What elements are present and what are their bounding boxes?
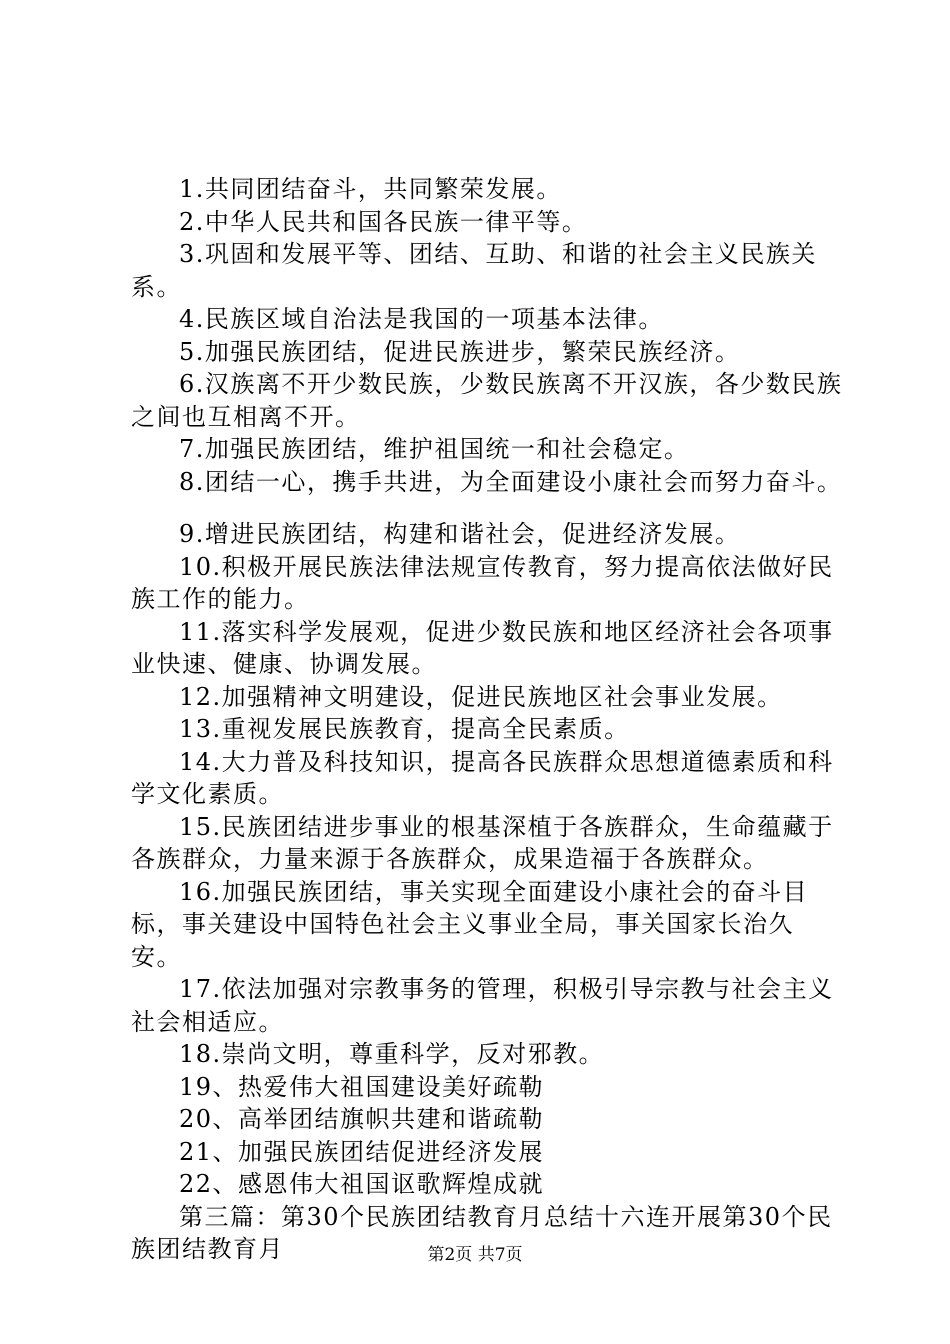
slogan-item-15: 15.民族团结进步事业的根基深植于各族群众，生命蕴藏于各族群众，力量来源于各族群众，成果造福于各族群众。	[131, 812, 834, 873]
slogan-item-12: 12.加强精神文明建设，促进民族地区社会事业发展。	[179, 682, 783, 711]
slogan-item-6: 6.汉族离不开少数民族，少数民族离不开汉族，各少数民族之间也互相离不开。	[131, 370, 843, 431]
slogan-item-17: 17.依法加强对宗教事务的管理，积极引导宗教与社会主义社会相适应。	[131, 975, 834, 1036]
slogan-item-11: 11.落实科学发展观，促进少数民族和地区经济社会各项事业快速、健康、协调发展。	[131, 617, 834, 678]
slogan-item-9: 9.增进民族团结，构建和谐社会，促进经济发展。	[179, 520, 741, 548]
slogan-item-1: 1.共同团结奋斗，共同繁荣发展。	[179, 175, 562, 203]
slogan-item-8: 8.团结一心，携手共进，为全面建设小康社会而努力奋斗。	[179, 467, 843, 496]
slogan-item-10: 10.积极开展民族法律法规宣传教育，努力提高依法做好民族工作的能力。	[131, 552, 834, 613]
slogan-item-18: 18.崇尚文明，尊重科学，反对邪教。	[179, 1040, 605, 1068]
slogan-item-21: 21、加强民族团结促进经济发展	[179, 1137, 545, 1166]
section-heading: 第三篇：第30个民族团结教育月总结十六连开展第30个民族团结教育月	[131, 1202, 833, 1263]
slogan-item-13: 13.重视发展民族教育，提高全民素质。	[179, 715, 630, 743]
slogan-item-3: 3.巩固和发展平等、团结、互助、和谐的社会主义民族关系。	[131, 240, 817, 301]
slogan-item-14: 14.大力普及科技知识，提高各民族群众思想道德素质和科学文化素质。	[131, 747, 834, 808]
slogan-item-22: 22、感恩伟大祖国讴歌辉煌成就	[179, 1170, 545, 1198]
slogan-item-20: 20、高举团结旗帜共建和谐疏勒	[179, 1105, 545, 1133]
document-body	[131, 173, 843, 1266]
slogan-item-2: 2.中华人民共和国各民族一律平等。	[179, 207, 588, 236]
slogan-item-19: 19、热爱伟大祖国建设美好疏勒	[179, 1072, 545, 1101]
paragraph-gap	[131, 498, 843, 518]
slogan-item-16: 16.加强民族团结，事关实现全面建设小康社会的奋斗目标，事关建设中国特色社会主义事业全局，事关国家长治久安。	[131, 877, 809, 971]
slogan-item-4: 4.民族区域自治法是我国的一项基本法律。	[179, 305, 664, 333]
slogan-item-5: 5.加强民族团结，促进民族进步，繁荣民族经济。	[179, 337, 741, 366]
page-footer: 第2页 共7页	[427, 1245, 523, 1265]
slogan-item-7: 7.加强民族团结，维护祖国统一和社会稳定。	[179, 435, 690, 463]
